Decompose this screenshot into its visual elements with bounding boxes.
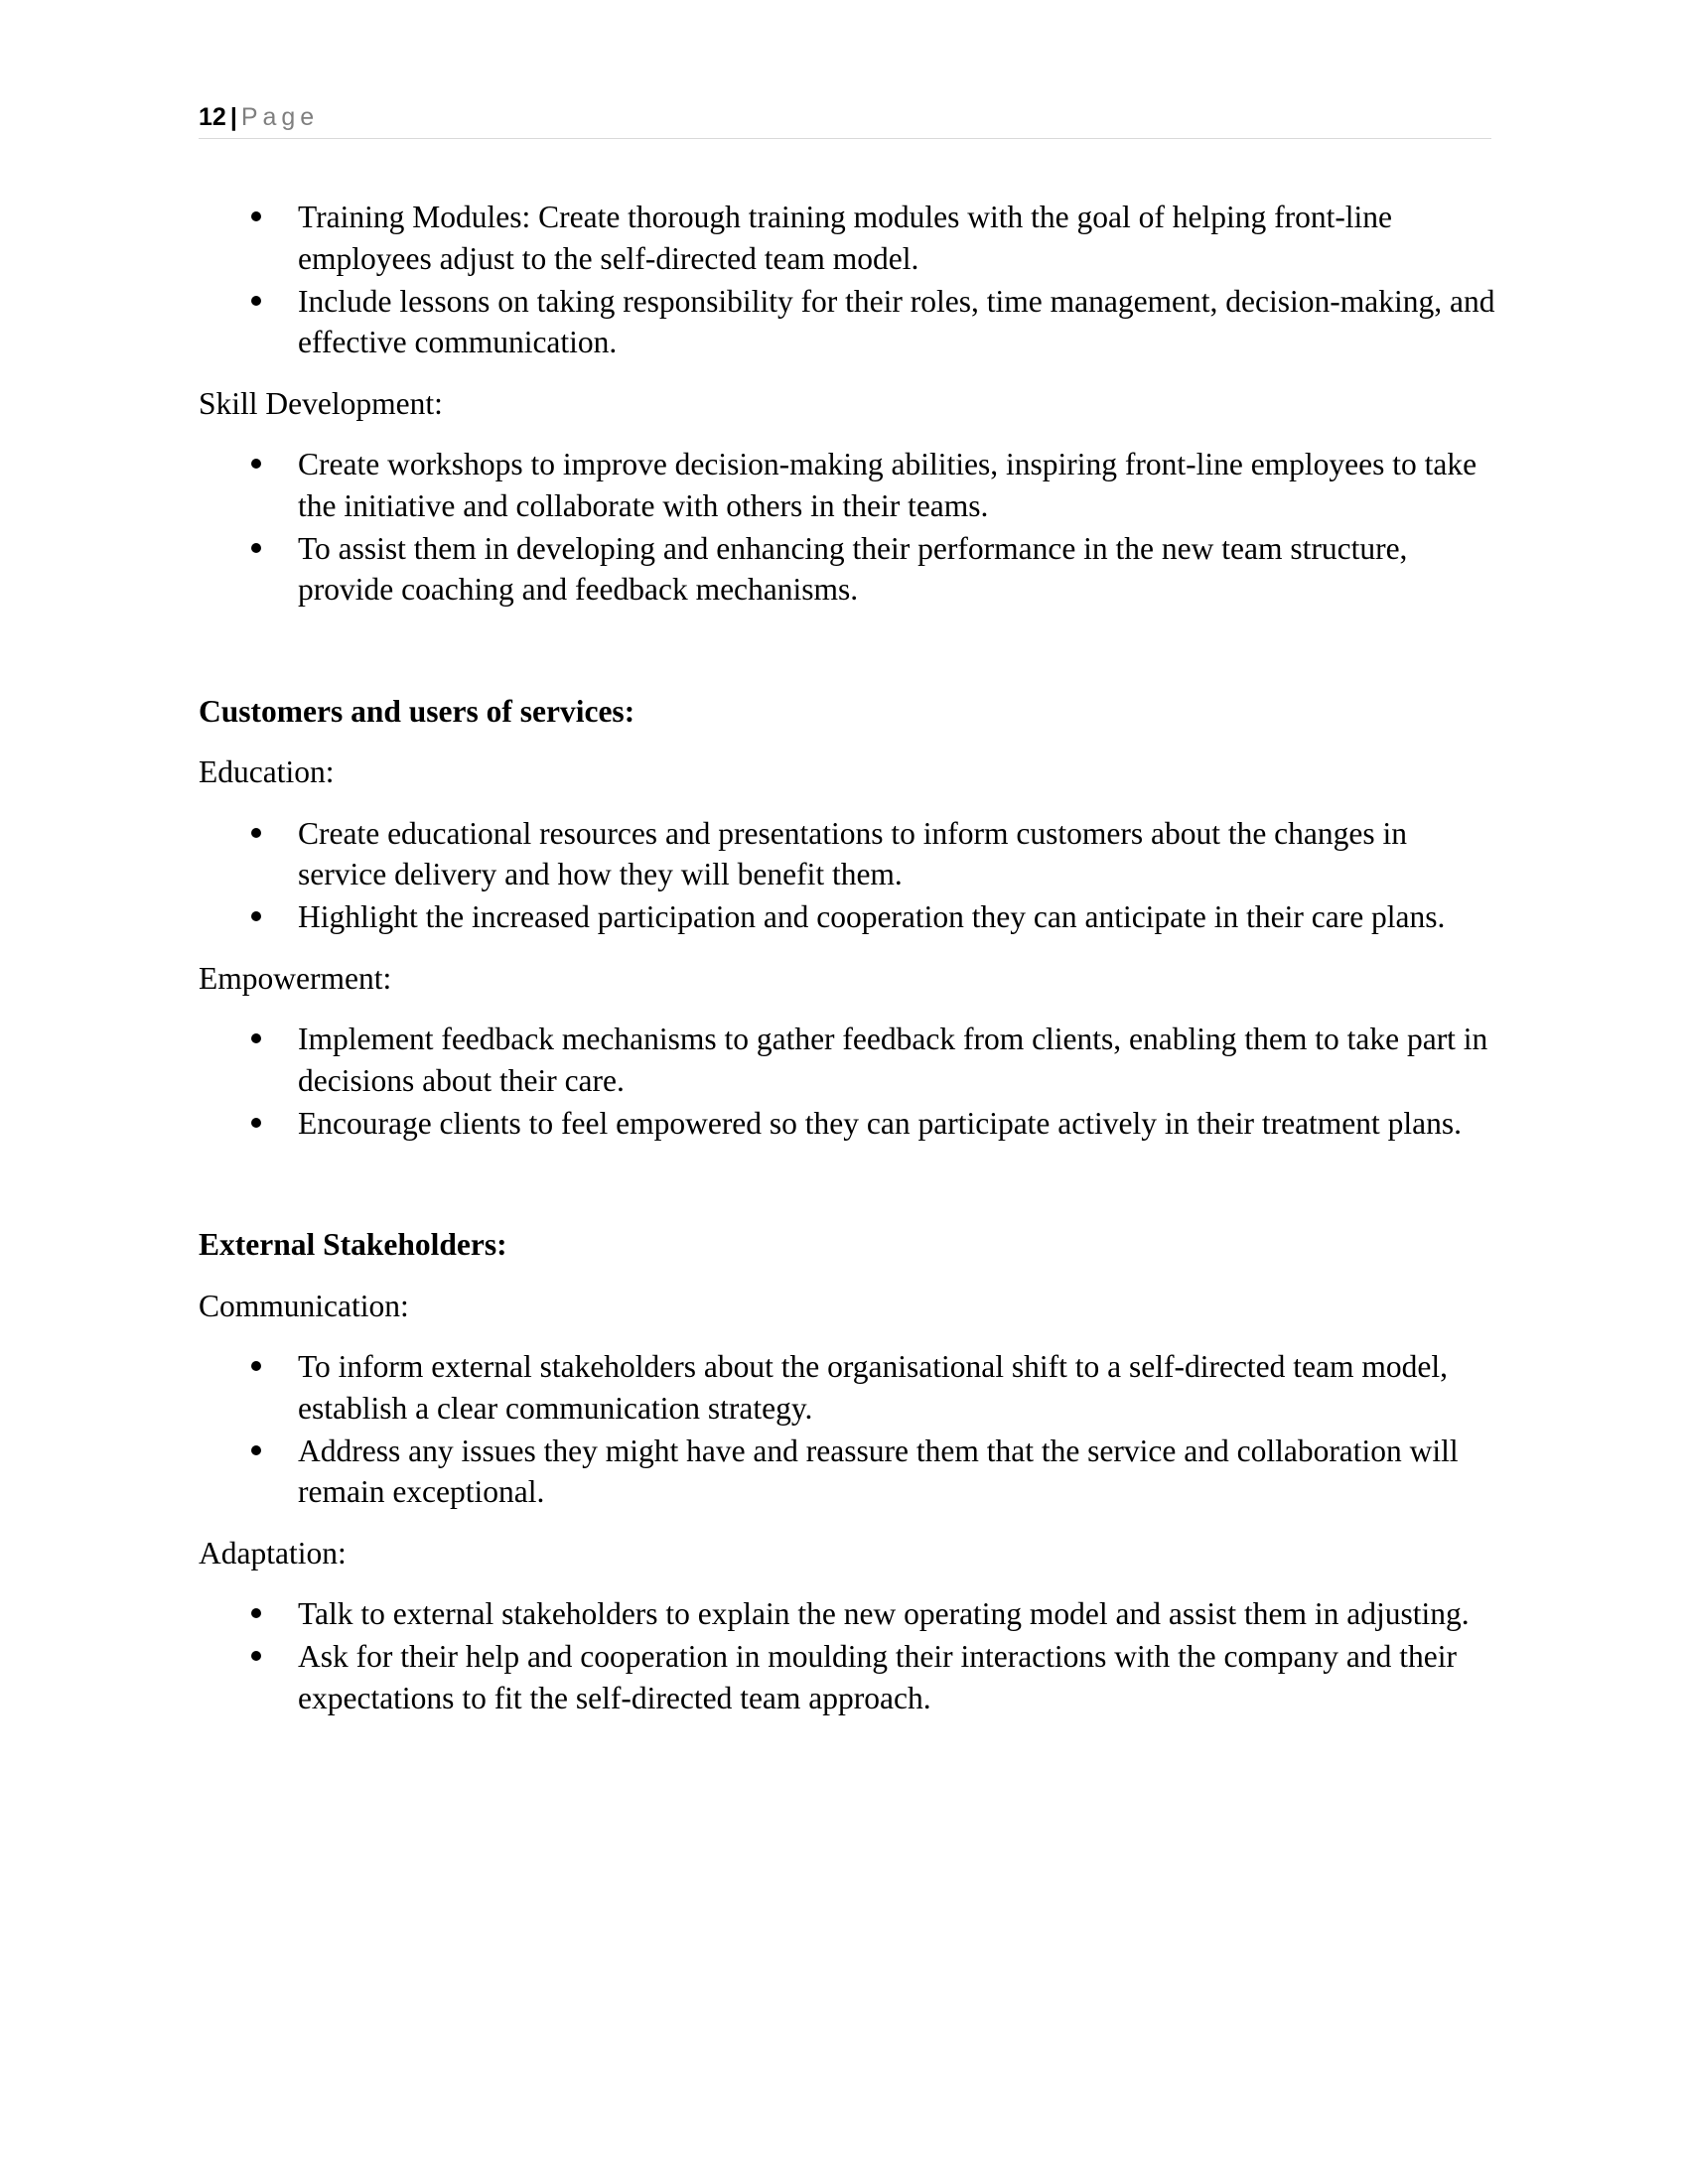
list-item-text: Training Modules: Create thorough training modules with the goal of helping front-line employees adjust to the self-directed team model.: [298, 200, 1393, 276]
list-item: [199, 528, 1499, 611]
list-item: [199, 1103, 1499, 1145]
communication-label: Communication:: [199, 1288, 409, 1323]
list-item-text: Implement feedback mechanisms to gather feedback from clients, enabling them to take part in decisions about their care.: [298, 1022, 1488, 1098]
adaptation-label: Adaptation:: [199, 1535, 347, 1570]
list-item: [199, 813, 1499, 895]
bullet-icon: [251, 1651, 261, 1661]
list-item: [199, 1019, 1499, 1101]
customers-heading: Customers and users of services:: [199, 693, 635, 729]
list-item-text: Talk to external stakeholders to explain the new operating model and assist them in adjusting.: [298, 1596, 1470, 1631]
bullet-icon: [251, 1118, 261, 1128]
empowerment-list: [199, 1019, 1499, 1144]
list-item-text: To inform external stakeholders about the organisational shift to a self-directed team model, establish a clear communication strategy.: [298, 1349, 1448, 1426]
list-item-text: Highlight the increased participation and cooperation they can anticipate in their care plans.: [298, 899, 1446, 934]
list-item: [199, 1636, 1499, 1718]
education-list: [199, 813, 1499, 938]
list-item-text: Address any issues they might have and reassure them that the service and collaboration will remain exceptional.: [298, 1433, 1459, 1509]
bullet-icon: [251, 459, 261, 469]
page-word: Page: [240, 103, 320, 131]
list-item: [199, 1431, 1499, 1513]
list-item-text: Include lessons on taking responsibility for their roles, time management, decision-making, and effective communication.: [298, 283, 1495, 359]
bullet-icon: [251, 1033, 261, 1043]
section-spacer: [199, 630, 1499, 691]
list-item: [199, 1593, 1499, 1635]
list-item-text: Ask for their help and cooperation in moulding their interactions with the company and their expectations to fit the self-directed team approach.: [298, 1639, 1457, 1715]
adaptation-list: [199, 1593, 1499, 1718]
bullet-icon: [251, 296, 261, 306]
bullet-icon: [251, 211, 261, 221]
external-stakeholders-heading: External Stakeholders:: [199, 1227, 507, 1262]
bullet-icon: [251, 911, 261, 921]
page-header: [199, 97, 1491, 139]
bullet-icon: [251, 1361, 261, 1371]
bullet-icon: [251, 1608, 261, 1618]
list-item: [199, 1346, 1499, 1429]
list-item: [199, 281, 1499, 363]
list-item-text: To assist them in developing and enhancing their performance in the new team structure, provide coaching and feedback mechanisms.: [298, 530, 1408, 607]
header-separator: |: [229, 103, 237, 131]
education-label: Education:: [199, 754, 335, 789]
communication-list: [199, 1346, 1499, 1513]
skill-development-list: [199, 444, 1499, 611]
list-item: [199, 444, 1499, 526]
list-item-text: Create workshops to improve decision-making abilities, inspiring front-line employees to take the initiative and collaborate with others in their teams.: [298, 447, 1477, 523]
list-item-text: Encourage clients to feel empowered so they can participate actively in their treatment plans.: [298, 1105, 1463, 1141]
list-item: [199, 197, 1499, 279]
list-item: [199, 896, 1499, 938]
bullet-icon: [251, 1445, 261, 1455]
list-item-text: Create educational resources and presentations to inform customers about the changes in service delivery and how they will benefit them.: [298, 815, 1408, 891]
empowerment-label: Empowerment:: [199, 960, 392, 996]
page-number: 12: [199, 103, 226, 131]
skill-development-label: Skill Development:: [199, 385, 443, 421]
document-body: [199, 197, 1499, 1738]
bullet-icon: [251, 543, 261, 553]
training-list: [199, 197, 1499, 363]
bullet-icon: [251, 828, 261, 838]
section-spacer: [199, 1163, 1499, 1224]
